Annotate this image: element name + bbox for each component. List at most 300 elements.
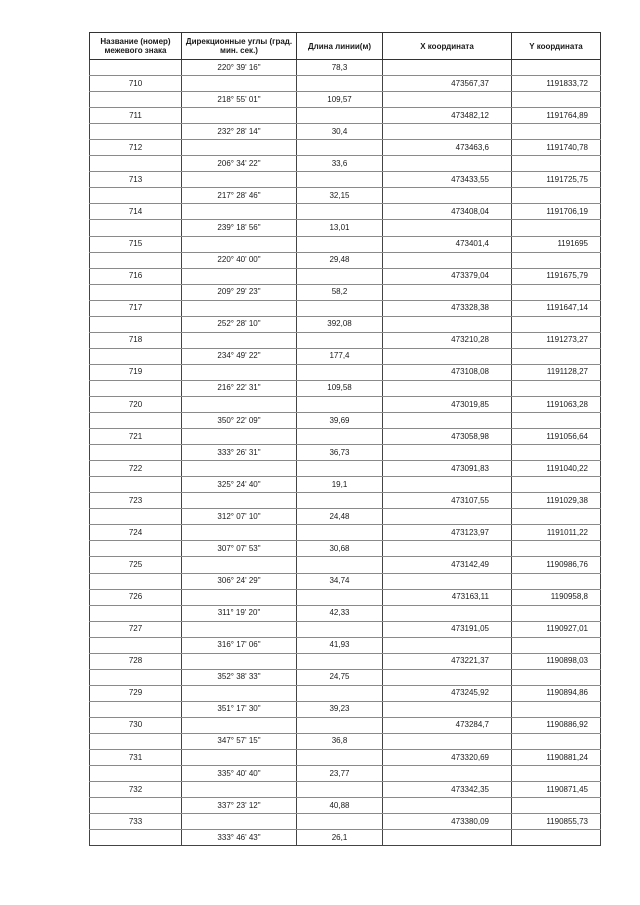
- cell-point-name: 726: [90, 589, 182, 605]
- segment-row: [90, 60, 601, 76]
- cell-point-name: 728: [90, 653, 182, 669]
- cell-point-name: [90, 830, 182, 846]
- segment-row: [90, 669, 601, 685]
- cell-x: [383, 220, 512, 236]
- cell-angle: [182, 332, 297, 348]
- segment-row: [90, 733, 601, 749]
- cell-y: 1191040,22: [512, 461, 601, 477]
- cell-angle: 335° 40' 40": [182, 766, 297, 782]
- cell-length: [297, 236, 383, 252]
- cell-y: 1190898,03: [512, 653, 601, 669]
- cell-x: 473342,35: [383, 782, 512, 798]
- segment-row: [90, 348, 601, 364]
- cell-x: [383, 188, 512, 204]
- cell-angle: 312° 07' 10": [182, 509, 297, 525]
- cell-length: 29,48: [297, 252, 383, 268]
- cell-angle: 350° 22' 09": [182, 413, 297, 429]
- cell-length: [297, 589, 383, 605]
- cell-point-name: [90, 413, 182, 429]
- cell-angle: 206° 34' 22": [182, 156, 297, 172]
- cell-length: 13,01: [297, 220, 383, 236]
- cell-y: 1191029,38: [512, 493, 601, 509]
- point-row: [90, 300, 601, 316]
- cell-point-name: 716: [90, 268, 182, 284]
- cell-point-name: 713: [90, 172, 182, 188]
- cell-angle: [182, 621, 297, 637]
- segment-row: [90, 477, 601, 493]
- cell-angle: [182, 300, 297, 316]
- segment-row: [90, 573, 601, 589]
- cell-length: [297, 557, 383, 573]
- cell-point-name: 715: [90, 236, 182, 252]
- cell-x: [383, 830, 512, 846]
- segment-row: [90, 316, 601, 332]
- point-row: [90, 364, 601, 380]
- cell-angle: 232° 28' 14": [182, 124, 297, 140]
- cell-y: 1191740,78: [512, 140, 601, 156]
- cell-point-name: [90, 380, 182, 396]
- cell-y: 1190958,8: [512, 589, 601, 605]
- cell-length: 40,88: [297, 798, 383, 814]
- cell-x: 473433,55: [383, 172, 512, 188]
- cell-x: [383, 766, 512, 782]
- cell-length: [297, 717, 383, 733]
- cell-y: [512, 220, 601, 236]
- cell-angle: 306° 24' 29": [182, 573, 297, 589]
- header-x: X координата: [383, 33, 512, 60]
- cell-x: 473284,7: [383, 717, 512, 733]
- cell-y: 1191764,89: [512, 108, 601, 124]
- cell-x: 473380,09: [383, 814, 512, 830]
- cell-angle: [182, 814, 297, 830]
- cell-x: 473221,37: [383, 653, 512, 669]
- cell-y: 1190855,73: [512, 814, 601, 830]
- cell-y: 1190881,24: [512, 750, 601, 766]
- cell-y: 1191833,72: [512, 76, 601, 92]
- cell-point-name: 729: [90, 685, 182, 701]
- point-row: [90, 268, 601, 284]
- cell-angle: 351° 17' 30": [182, 701, 297, 717]
- segment-row: [90, 413, 601, 429]
- cell-x: 473163,11: [383, 589, 512, 605]
- cell-length: 392,08: [297, 316, 383, 332]
- cell-length: 41,93: [297, 637, 383, 653]
- cell-point-name: 719: [90, 364, 182, 380]
- cell-point-name: [90, 669, 182, 685]
- cell-angle: 220° 40' 00": [182, 252, 297, 268]
- cell-y: [512, 701, 601, 717]
- cell-length: 109,57: [297, 92, 383, 108]
- cell-length: [297, 461, 383, 477]
- point-row: [90, 525, 601, 541]
- cell-angle: 218° 55' 01": [182, 92, 297, 108]
- cell-x: [383, 252, 512, 268]
- boundary-coordinates-table: [89, 32, 601, 846]
- cell-length: 42,33: [297, 605, 383, 621]
- cell-x: [383, 701, 512, 717]
- point-row: [90, 108, 601, 124]
- cell-y: [512, 830, 601, 846]
- cell-point-name: 730: [90, 717, 182, 733]
- point-row: [90, 557, 601, 573]
- cell-y: 1191011,22: [512, 525, 601, 541]
- cell-x: [383, 413, 512, 429]
- cell-y: 1190871,45: [512, 782, 601, 798]
- cell-length: 30,68: [297, 541, 383, 557]
- cell-x: 473142,49: [383, 557, 512, 573]
- segment-row: [90, 830, 601, 846]
- cell-length: [297, 396, 383, 412]
- cell-point-name: [90, 92, 182, 108]
- cell-point-name: [90, 541, 182, 557]
- cell-x: 473108,08: [383, 364, 512, 380]
- cell-y: [512, 188, 601, 204]
- cell-x: 473482,12: [383, 108, 512, 124]
- cell-y: [512, 733, 601, 749]
- cell-point-name: [90, 477, 182, 493]
- cell-angle: [182, 204, 297, 220]
- point-row: [90, 717, 601, 733]
- cell-point-name: [90, 766, 182, 782]
- cell-y: [512, 477, 601, 493]
- cell-angle: 217° 28' 46": [182, 188, 297, 204]
- segment-row: [90, 156, 601, 172]
- segment-row: [90, 252, 601, 268]
- cell-point-name: 733: [90, 814, 182, 830]
- cell-x: [383, 573, 512, 589]
- cell-y: 1191647,14: [512, 300, 601, 316]
- point-row: [90, 493, 601, 509]
- cell-length: [297, 653, 383, 669]
- cell-point-name: [90, 798, 182, 814]
- cell-y: [512, 284, 601, 300]
- cell-point-name: 718: [90, 332, 182, 348]
- cell-point-name: 731: [90, 750, 182, 766]
- cell-angle: [182, 268, 297, 284]
- cell-y: 1191695: [512, 236, 601, 252]
- cell-x: [383, 669, 512, 685]
- cell-length: [297, 525, 383, 541]
- cell-point-name: 712: [90, 140, 182, 156]
- cell-x: 473019,85: [383, 396, 512, 412]
- cell-y: [512, 573, 601, 589]
- cell-y: [512, 509, 601, 525]
- cell-x: [383, 541, 512, 557]
- segment-row: [90, 220, 601, 236]
- cell-point-name: [90, 445, 182, 461]
- segment-row: [90, 701, 601, 717]
- point-row: [90, 461, 601, 477]
- cell-angle: 209° 29' 23": [182, 284, 297, 300]
- cell-point-name: 727: [90, 621, 182, 637]
- cell-angle: [182, 653, 297, 669]
- cell-angle: 325° 24' 40": [182, 477, 297, 493]
- cell-length: 177,4: [297, 348, 383, 364]
- cell-x: 473463,6: [383, 140, 512, 156]
- point-row: [90, 172, 601, 188]
- cell-length: 24,75: [297, 669, 383, 685]
- cell-y: [512, 766, 601, 782]
- cell-x: 473320,69: [383, 750, 512, 766]
- segment-row: [90, 380, 601, 396]
- cell-length: [297, 268, 383, 284]
- cell-y: [512, 669, 601, 685]
- cell-x: [383, 605, 512, 621]
- cell-angle: [182, 493, 297, 509]
- cell-y: 1191706,19: [512, 204, 601, 220]
- cell-point-name: [90, 188, 182, 204]
- cell-x: [383, 445, 512, 461]
- point-row: [90, 76, 601, 92]
- cell-length: [297, 814, 383, 830]
- cell-y: [512, 798, 601, 814]
- point-row: [90, 621, 601, 637]
- point-row: [90, 814, 601, 830]
- cell-x: [383, 92, 512, 108]
- cell-length: [297, 204, 383, 220]
- cell-length: 34,74: [297, 573, 383, 589]
- segment-row: [90, 605, 601, 621]
- cell-length: 39,23: [297, 701, 383, 717]
- cell-y: [512, 605, 601, 621]
- segment-row: [90, 509, 601, 525]
- cell-point-name: 711: [90, 108, 182, 124]
- cell-x: [383, 477, 512, 493]
- cell-y: 1191056,64: [512, 429, 601, 445]
- cell-angle: [182, 236, 297, 252]
- cell-y: [512, 92, 601, 108]
- cell-length: 19,1: [297, 477, 383, 493]
- table-header-row: [90, 33, 601, 60]
- cell-length: [297, 621, 383, 637]
- cell-angle: 307° 07' 53": [182, 541, 297, 557]
- cell-y: [512, 252, 601, 268]
- cell-angle: [182, 76, 297, 92]
- cell-y: 1190986,76: [512, 557, 601, 573]
- cell-point-name: [90, 733, 182, 749]
- cell-x: 473567,37: [383, 76, 512, 92]
- cell-x: [383, 316, 512, 332]
- cell-length: 58,2: [297, 284, 383, 300]
- cell-y: [512, 316, 601, 332]
- cell-point-name: [90, 573, 182, 589]
- segment-row: [90, 188, 601, 204]
- cell-point-name: 732: [90, 782, 182, 798]
- cell-x: 473191,05: [383, 621, 512, 637]
- cell-point-name: [90, 701, 182, 717]
- cell-x: 473058,98: [383, 429, 512, 445]
- cell-length: [297, 140, 383, 156]
- cell-y: 1191063,28: [512, 396, 601, 412]
- segment-row: [90, 124, 601, 140]
- point-row: [90, 589, 601, 605]
- cell-angle: [182, 717, 297, 733]
- cell-length: [297, 782, 383, 798]
- cell-angle: 333° 26' 31": [182, 445, 297, 461]
- cell-angle: [182, 364, 297, 380]
- cell-x: [383, 798, 512, 814]
- cell-y: [512, 348, 601, 364]
- cell-point-name: 725: [90, 557, 182, 573]
- table-body: [90, 60, 601, 846]
- point-row: [90, 396, 601, 412]
- cell-point-name: [90, 348, 182, 364]
- segment-row: [90, 766, 601, 782]
- cell-length: 30,4: [297, 124, 383, 140]
- cell-point-name: 722: [90, 461, 182, 477]
- cell-point-name: 714: [90, 204, 182, 220]
- point-row: [90, 750, 601, 766]
- cell-length: [297, 300, 383, 316]
- cell-angle: [182, 140, 297, 156]
- cell-y: 1190927,01: [512, 621, 601, 637]
- cell-point-name: 723: [90, 493, 182, 509]
- cell-angle: 347° 57' 15": [182, 733, 297, 749]
- cell-point-name: [90, 156, 182, 172]
- cell-point-name: [90, 252, 182, 268]
- cell-length: 26,1: [297, 830, 383, 846]
- cell-length: [297, 332, 383, 348]
- cell-point-name: 710: [90, 76, 182, 92]
- cell-y: [512, 380, 601, 396]
- cell-x: [383, 509, 512, 525]
- cell-angle: 234° 49' 22": [182, 348, 297, 364]
- cell-y: [512, 413, 601, 429]
- cell-point-name: [90, 605, 182, 621]
- cell-point-name: [90, 124, 182, 140]
- cell-x: [383, 124, 512, 140]
- cell-x: 473245,92: [383, 685, 512, 701]
- cell-angle: 239° 18' 56": [182, 220, 297, 236]
- cell-angle: 216° 22' 31": [182, 380, 297, 396]
- cell-length: [297, 493, 383, 509]
- cell-x: 473091,83: [383, 461, 512, 477]
- cell-point-name: [90, 509, 182, 525]
- cell-length: 24,48: [297, 509, 383, 525]
- cell-angle: [182, 525, 297, 541]
- segment-row: [90, 445, 601, 461]
- cell-angle: [182, 782, 297, 798]
- header-name: Название (номер) межевого знака: [90, 33, 182, 60]
- point-row: [90, 782, 601, 798]
- cell-x: [383, 380, 512, 396]
- cell-y: 1190894,86: [512, 685, 601, 701]
- cell-x: 473123,97: [383, 525, 512, 541]
- cell-angle: [182, 685, 297, 701]
- cell-y: 1191128,27: [512, 364, 601, 380]
- segment-row: [90, 92, 601, 108]
- cell-angle: 352° 38' 33": [182, 669, 297, 685]
- cell-x: 473379,04: [383, 268, 512, 284]
- cell-x: 473401,4: [383, 236, 512, 252]
- cell-point-name: 724: [90, 525, 182, 541]
- cell-y: [512, 156, 601, 172]
- cell-length: 36,73: [297, 445, 383, 461]
- cell-x: [383, 156, 512, 172]
- cell-x: 473328,38: [383, 300, 512, 316]
- cell-length: [297, 364, 383, 380]
- cell-y: [512, 637, 601, 653]
- cell-x: 473210,28: [383, 332, 512, 348]
- cell-angle: [182, 557, 297, 573]
- cell-angle: 311° 19' 20": [182, 605, 297, 621]
- cell-x: [383, 284, 512, 300]
- cell-y: [512, 60, 601, 76]
- cell-length: [297, 108, 383, 124]
- segment-row: [90, 284, 601, 300]
- cell-length: 78,3: [297, 60, 383, 76]
- cell-y: [512, 541, 601, 557]
- point-row: [90, 236, 601, 252]
- cell-y: 1191273,27: [512, 332, 601, 348]
- cell-length: [297, 76, 383, 92]
- cell-y: [512, 124, 601, 140]
- cell-angle: 316° 17' 06": [182, 637, 297, 653]
- segment-row: [90, 637, 601, 653]
- header-y: Y координата: [512, 33, 601, 60]
- cell-length: [297, 172, 383, 188]
- cell-x: [383, 60, 512, 76]
- cell-angle: 333° 46' 43": [182, 830, 297, 846]
- cell-angle: [182, 396, 297, 412]
- cell-angle: [182, 750, 297, 766]
- cell-y: 1191675,79: [512, 268, 601, 284]
- cell-angle: [182, 589, 297, 605]
- cell-point-name: 721: [90, 429, 182, 445]
- cell-y: 1190886,92: [512, 717, 601, 733]
- point-row: [90, 140, 601, 156]
- cell-angle: [182, 429, 297, 445]
- cell-length: 109,58: [297, 380, 383, 396]
- cell-point-name: 720: [90, 396, 182, 412]
- header-angles: Дирекционные углы (град. мин. сек.): [182, 33, 297, 60]
- cell-point-name: 717: [90, 300, 182, 316]
- point-row: [90, 653, 601, 669]
- segment-row: [90, 798, 601, 814]
- cell-y: 1191725,75: [512, 172, 601, 188]
- segment-row: [90, 541, 601, 557]
- cell-x: 473408,04: [383, 204, 512, 220]
- cell-length: 39,69: [297, 413, 383, 429]
- cell-point-name: [90, 60, 182, 76]
- cell-length: 33,6: [297, 156, 383, 172]
- cell-x: [383, 733, 512, 749]
- cell-angle: 220° 39' 16": [182, 60, 297, 76]
- cell-length: 23,77: [297, 766, 383, 782]
- cell-x: [383, 348, 512, 364]
- cell-angle: 252° 28' 10": [182, 316, 297, 332]
- cell-point-name: [90, 220, 182, 236]
- cell-length: 32,15: [297, 188, 383, 204]
- cell-angle: 337° 23' 12": [182, 798, 297, 814]
- header-length: Длина линии(м): [297, 33, 383, 60]
- cell-angle: [182, 108, 297, 124]
- cell-point-name: [90, 316, 182, 332]
- cell-x: 473107,55: [383, 493, 512, 509]
- point-row: [90, 685, 601, 701]
- cell-length: [297, 685, 383, 701]
- cell-x: [383, 637, 512, 653]
- point-row: [90, 332, 601, 348]
- point-row: [90, 429, 601, 445]
- point-row: [90, 204, 601, 220]
- cell-angle: [182, 461, 297, 477]
- cell-y: [512, 445, 601, 461]
- cell-length: 36,8: [297, 733, 383, 749]
- cell-length: [297, 429, 383, 445]
- cell-length: [297, 750, 383, 766]
- cell-point-name: [90, 284, 182, 300]
